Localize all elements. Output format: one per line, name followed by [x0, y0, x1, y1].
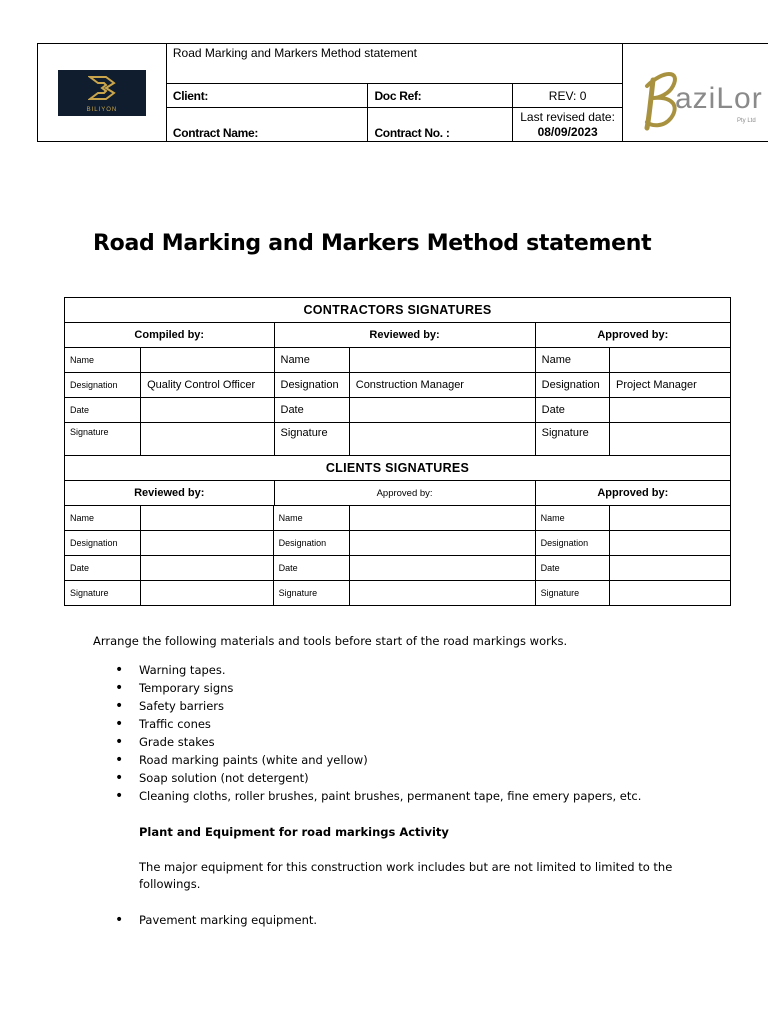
signatures-table — [64, 297, 731, 606]
svg-text:Pty Ltd: Pty Ltd — [736, 117, 756, 124]
list-item: • Cleaning cloths, roller brushes, paint brushes, permanent tape, fine emery papers, etc. — [115, 787, 641, 805]
client-logo-cell — [623, 44, 768, 142]
biliyon-logo-text: BILIYON — [86, 106, 118, 113]
compiled-date-field[interactable] — [141, 398, 274, 423]
client-approved1-signature-label: Signature — [273, 581, 349, 606]
client-reviewed-name-label: Name — [65, 506, 141, 531]
bazilor-logo — [633, 48, 768, 138]
contract-name-label: Contract Name: — [166, 108, 368, 142]
approved-name-field[interactable] — [610, 348, 731, 373]
reviewed-signature-field[interactable] — [349, 423, 535, 456]
client-reviewed-designation-label: Designation — [65, 531, 141, 556]
list-item: • Safety barriers — [115, 697, 641, 715]
reviewed-designation-value: Construction Manager — [349, 373, 535, 398]
header-doc-title — [166, 44, 622, 84]
page-title: Road Marking and Markers Method statement — [93, 231, 652, 256]
list-item: • Pavement marking equipment. — [115, 911, 317, 929]
client-approved2-signature-field[interactable] — [610, 581, 731, 606]
list-item: • Warning tapes. — [115, 661, 641, 679]
clients-reviewed-header: Reviewed by: — [65, 481, 275, 506]
list-item: • Road marking paints (white and yellow) — [115, 751, 641, 769]
client-approved1-designation-field[interactable] — [349, 531, 535, 556]
approved-signature-label: Signature — [535, 423, 609, 456]
doc-ref-label: Doc Ref: — [368, 84, 513, 108]
client-reviewed-signature-field[interactable] — [141, 581, 274, 606]
client-approved2-designation-label: Designation — [535, 531, 609, 556]
approved-date-label: Date — [535, 398, 609, 423]
client-reviewed-designation-field[interactable] — [141, 531, 274, 556]
client-approved1-date-label: Date — [273, 556, 349, 581]
reviewed-designation-label: Designation — [274, 373, 349, 398]
client-approved2-date-field[interactable] — [610, 556, 731, 581]
header-title-text: Road Marking and Markers Method statement — [172, 46, 417, 60]
client-approved1-signature-field[interactable] — [349, 581, 535, 606]
approved-date-field[interactable] — [610, 398, 731, 423]
compiled-designation-value: Quality Control Officer — [141, 373, 274, 398]
plant-heading: Plant and Equipment for road markings Activity — [139, 825, 449, 839]
list-item: • Temporary signs — [115, 679, 641, 697]
client-reviewed-date-field[interactable] — [141, 556, 274, 581]
reviewed-name-field[interactable] — [349, 348, 535, 373]
bazilor-logo-mark — [633, 48, 768, 138]
client-label: Client: — [166, 84, 368, 108]
client-approved2-designation-field[interactable] — [610, 531, 731, 556]
client-reviewed-date-label: Date — [65, 556, 141, 581]
company-logo-cell — [38, 44, 167, 142]
major-equipment-paragraph: The major equipment for this construction work includes but are not limited to limited to the followings. — [139, 860, 673, 891]
client-approved1-name-field[interactable] — [349, 506, 535, 531]
list-item: • Traffic cones — [115, 715, 641, 733]
document-header — [37, 43, 768, 142]
biliyon-logo — [58, 70, 146, 116]
last-revised-date: 08/09/2023 — [537, 124, 598, 139]
approved-name-label: Name — [535, 348, 609, 373]
reviewed-date-field[interactable] — [349, 398, 535, 423]
contractors-heading: CONTRACTORS SIGNATURES — [65, 298, 731, 323]
client-approved1-designation-label: Designation — [273, 531, 349, 556]
client-reviewed-name-field[interactable] — [141, 506, 274, 531]
compiled-signature-field[interactable] — [141, 423, 274, 456]
approved-designation-value: Project Manager — [610, 373, 731, 398]
client-reviewed-signature-label: Signature — [65, 581, 141, 606]
client-approved2-date-label: Date — [535, 556, 609, 581]
biliyon-mark-icon — [88, 75, 116, 101]
client-approved2-signature-label: Signature — [535, 581, 609, 606]
reviewed-date-label: Date — [274, 398, 349, 423]
clients-approved-header-1: Approved by: — [274, 481, 535, 506]
client-approved1-name-label: Name — [273, 506, 349, 531]
compiled-name-field[interactable] — [141, 348, 274, 373]
contract-no-label: Contract No. : — [368, 108, 513, 142]
approved-signature-field[interactable] — [610, 423, 731, 456]
compiled-name-label: Name — [65, 348, 141, 373]
client-approved2-name-label: Name — [535, 506, 609, 531]
clients-heading: CLIENTS SIGNATURES — [65, 456, 731, 481]
compiled-designation-label: Designation — [65, 373, 141, 398]
clients-approved-header-2: Approved by: — [535, 481, 730, 506]
compiled-date-label: Date — [65, 398, 141, 423]
materials-list — [115, 661, 641, 805]
svg-text:aziLor: aziLor — [674, 81, 763, 115]
contractors-approved-header: Approved by: — [535, 323, 730, 348]
rev-label: REV: 0 — [513, 84, 623, 108]
intro-paragraph: Arrange the following materials and tools before start of the road markings works. — [93, 634, 568, 648]
approved-designation-label: Designation — [535, 373, 609, 398]
last-revised-cell — [513, 108, 623, 142]
compiled-signature-label: Signature — [65, 423, 141, 456]
reviewed-name-label: Name — [274, 348, 349, 373]
list-item: • Grade stakes — [115, 733, 641, 751]
reviewed-signature-label: Signature — [274, 423, 349, 456]
contractors-compiled-header: Compiled by: — [65, 323, 275, 348]
contractors-reviewed-header: Reviewed by: — [274, 323, 535, 348]
list-item: • Soap solution (not detergent) — [115, 769, 641, 787]
client-approved1-date-field[interactable] — [349, 556, 535, 581]
equipment-list — [115, 911, 317, 929]
client-approved2-name-field[interactable] — [610, 506, 731, 531]
last-revised-label: Last revised date: — [520, 109, 615, 124]
